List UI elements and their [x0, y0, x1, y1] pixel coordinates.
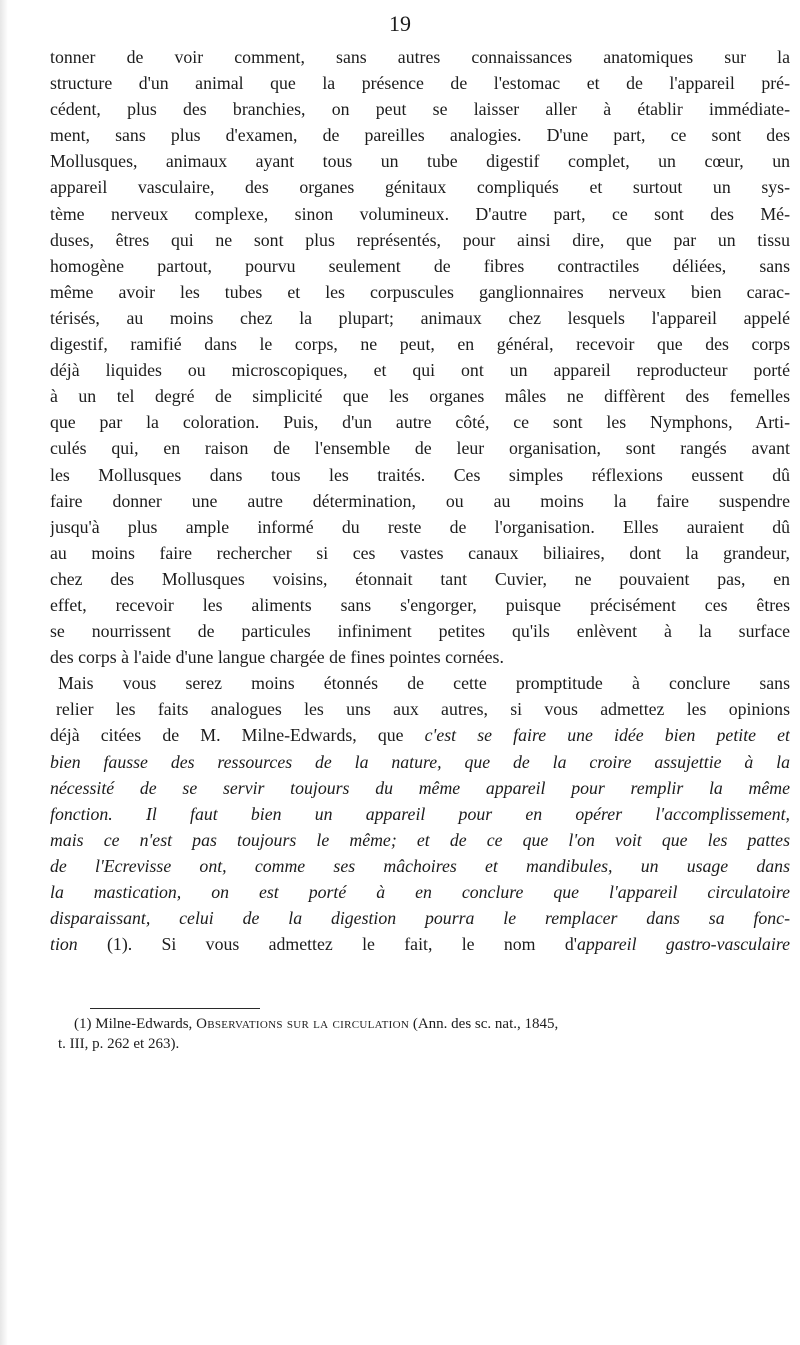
italic-quote-line: bien fausse des ressources de la nature, que de la croire assujettie à la — [50, 751, 790, 772]
italic-quote-line: fonction. Il faut bien un appareil pour en opérer l'accomplissement, — [50, 803, 790, 824]
footnote-citation: (Ann. des sc. nat., 1845, — [409, 1016, 559, 1032]
text-line: relier les faits analogues les uns aux autres, si vous admettez les opinions — [56, 699, 790, 720]
italic-quote-line: nécessité de se servir toujours du même appareil pour remplir la même — [50, 777, 790, 798]
italic-quote-line: de l'Ecrevisse ont, comme ses mâchoires et mandibules, un usage dans — [50, 855, 790, 876]
text-line: que par la coloration. Puis, d'un autre côté, ce sont les Nymphons, Arti- — [50, 412, 790, 433]
text-line: à un tel degré de simplicité que les organes mâles ne diffèrent des femelles — [50, 386, 790, 407]
text-run: (1). Si vous admettez le fait, le nom d' — [77, 934, 577, 955]
text-line: chez des Mollusques voisins, étonnait tant Cuvier, ne pouvaient pas, en — [50, 568, 790, 589]
text-line: déjà liquides ou microscopiques, et qui ont un appareil reproducteur porté — [50, 360, 790, 381]
page-number: 19 — [389, 11, 411, 36]
footnote — [58, 1014, 758, 1054]
italic-quote: c'est se faire une idée bien petite et — [424, 725, 790, 746]
italic-term: appareil gastro-vasculaire — [576, 934, 790, 955]
text-line: tème nerveux complexe, sinon volumineux. D'autre part, ce sont des Mé- — [50, 203, 790, 224]
main-text — [50, 44, 790, 957]
paragraph-2 — [50, 670, 790, 957]
footnote-lead: (1) Milne-Edwards, — [74, 1016, 197, 1032]
text-line: culés qui, en raison de l'ensemble de leur organisation, sont rangés avant — [50, 438, 790, 459]
italic-quote: tion — [50, 934, 78, 955]
italic-quote-line: mais ce n'est pas toujours le même; et de ce que l'on voit que les pattes — [50, 829, 790, 850]
text-line — [50, 722, 790, 748]
text-line — [50, 931, 790, 957]
italic-quote-line: disparaissant, celui de la digestion pourra le remplacer dans sa fonc- — [50, 908, 790, 929]
text-line: homogène partout, pourvu seulement de fibres contractiles déliées, sans — [50, 255, 790, 276]
text-line: des corps à l'aide d'une langue chargée de fines pointes cornées. — [50, 647, 504, 668]
text-line: digestif, ramifié dans le corps, ne peut, en général, recevoir que des corps — [50, 334, 790, 355]
text-run: déjà citées de M. Milne-Edwards, que — [50, 725, 425, 746]
text-line: Mollusques, animaux ayant tous un tube digestif complet, un cœur, un — [50, 151, 790, 172]
text-line: cédent, plus des branchies, on peut se laisser aller à établir immédiate- — [50, 99, 790, 120]
footnote-rule — [90, 1008, 260, 1009]
text-line: duses, êtres qui ne sont plus représentés, pour ainsi dire, que par un tissu — [50, 229, 790, 250]
footnote-title: Observations sur la circulation — [196, 1016, 410, 1032]
text-line: au moins faire rechercher si ces vastes canaux biliaires, dont la grandeur, — [50, 542, 790, 563]
text-line: appareil vasculaire, des organes génitaux compliqués et surtout un sys- — [50, 177, 790, 198]
text-line: structure d'un animal que la présence de l'estomac et de l'appareil pré- — [50, 73, 790, 94]
text-line: térisés, au moins chez la plupart; animaux chez lesquels l'appareil appelé — [50, 307, 790, 328]
italic-quote-line: la mastication, on est porté à en conclure que l'appareil circulatoire — [50, 882, 790, 902]
text-line: effet, recevoir les aliments sans s'engorger, puisque précisément ces êtres — [50, 594, 790, 615]
text-line: se nourrissent de particules infiniment petites qu'ils enlèvent à la surface — [50, 621, 790, 642]
footnote-line — [58, 1014, 758, 1034]
text-line: faire donner une autre détermination, ou au moins la faire suspendre — [50, 490, 790, 511]
footnote-line: t. III, p. 262 et 263). — [58, 1036, 180, 1052]
italic-quote-block — [50, 749, 790, 932]
text-line: Mais vous serez moins étonnés de cette promptitude à conclure sans — [58, 673, 790, 694]
text-line: tonner de voir comment, sans autres connaissances anatomiques sur la — [50, 47, 790, 67]
text-line: même avoir les tubes et les corpuscules ganglionnaires nerveux bien carac- — [50, 281, 790, 302]
paragraph-1 — [50, 44, 790, 670]
text-line: les Mollusques dans tous les traités. Ces simples réflexions eussent dû — [50, 464, 790, 485]
page-gutter-shadow — [0, 0, 8, 1345]
text-line: jusqu'à plus ample informé du reste de l'organisation. Elles auraient dû — [50, 516, 790, 537]
text-line: ment, sans plus d'examen, de pareilles analogies. D'une part, ce sont des — [50, 125, 790, 146]
